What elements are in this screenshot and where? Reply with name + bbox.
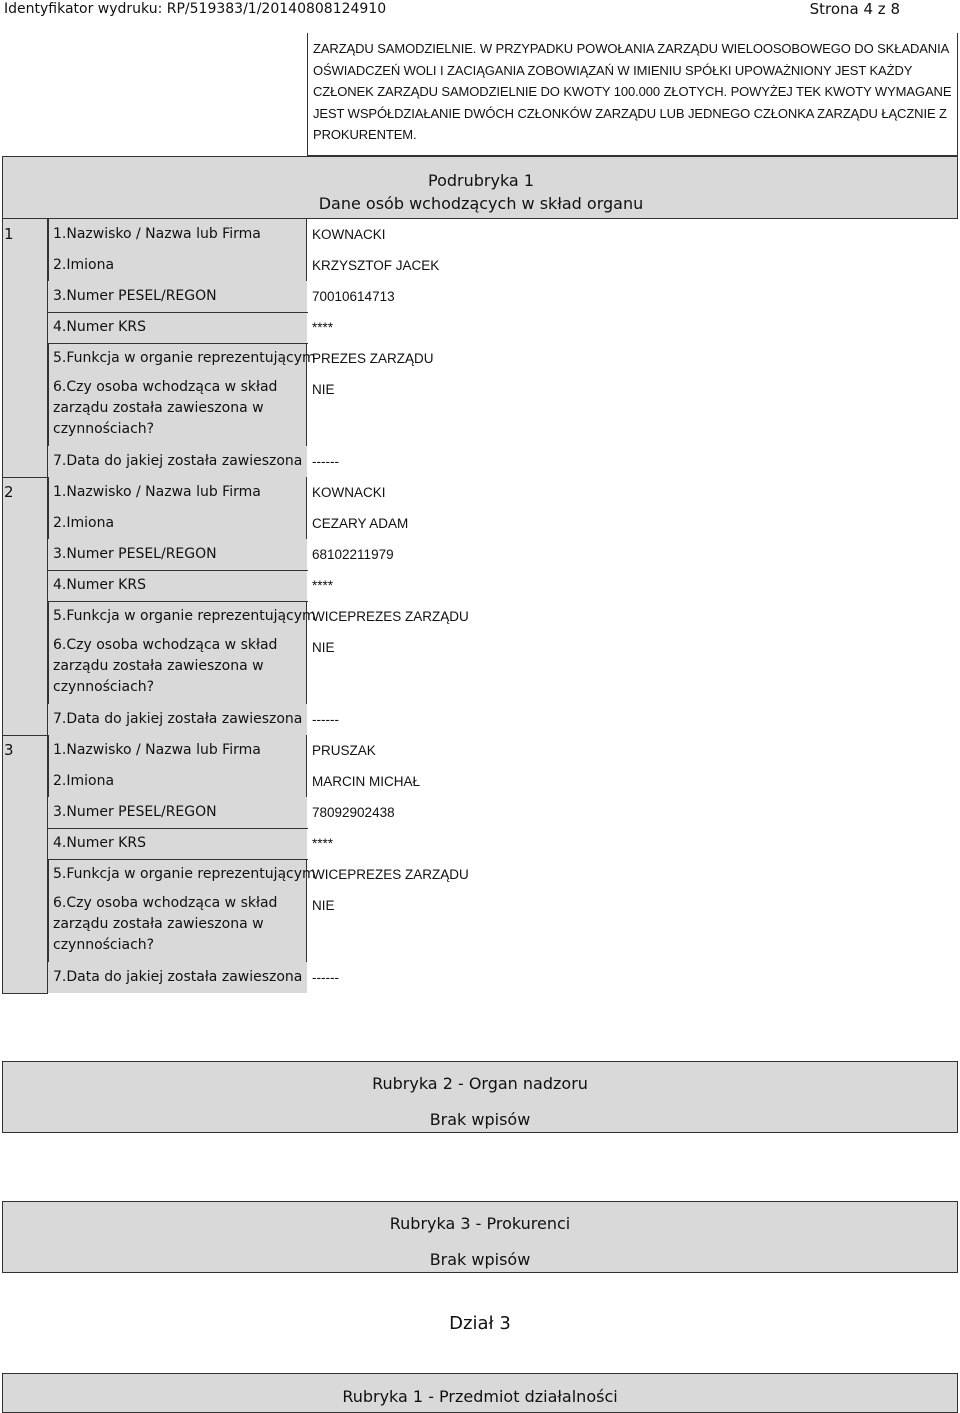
field-value-name: KOWNACKI: [312, 485, 386, 500]
field-label-first-names: 2.Imiona: [53, 515, 115, 531]
field-value-suspended: NIE: [312, 898, 335, 913]
field-label-suspended-date: 7.Data do jakiej została zawieszona: [53, 969, 303, 985]
field-value-pesel: 78092902438: [312, 805, 395, 820]
field-label-suspended: 6.Czy osoba wchodząca w skład zarządu została zawieszona w czynnościach?: [53, 637, 278, 695]
field-label-function: 5.Funkcja w organie reprezentującym: [53, 866, 316, 882]
row-divider: [48, 601, 308, 602]
field-label-name: 1.Nazwisko / Nazwa lub Firma: [53, 742, 261, 758]
field-value-first-names: KRZYSZTOF JACEK: [312, 258, 440, 273]
rubryka-1-dzial-3-box: [2, 1373, 958, 1413]
field-value-krs: ****: [312, 836, 334, 851]
field-label-suspended-date: 7.Data do jakiej została zawieszona: [53, 453, 303, 469]
row-divider: [48, 343, 308, 344]
field-label-krs: 4.Numer KRS: [53, 577, 146, 593]
field-value-suspended-date: ------: [312, 454, 339, 469]
rubryka-2-body: Brak wpisów: [429, 1110, 531, 1129]
field-value-krs: ****: [312, 578, 334, 593]
person-index: 1: [4, 225, 14, 243]
dzial-heading: Dział 3: [449, 1313, 511, 1334]
page-number: Strona 4 z 8: [809, 0, 900, 18]
subsection-title: Podrubryka 1: [428, 171, 534, 190]
field-label-pesel: 3.Numer PESEL/REGON: [53, 288, 217, 304]
field-label-suspended: 6.Czy osoba wchodząca w skład zarządu została zawieszona w czynnościach?: [53, 895, 278, 953]
field-value-suspended-date: ------: [312, 970, 339, 985]
field-label-first-names: 2.Imiona: [53, 257, 115, 273]
print-identifier: Identyfikator wydruku: RP/519383/1/20140808124910: [4, 1, 387, 17]
field-label-function: 5.Funkcja w organie reprezentującym: [53, 350, 316, 366]
row-divider: [48, 828, 308, 829]
field-value-function: WICEPREZES ZARZĄDU: [312, 609, 469, 624]
field-value-function: PREZES ZARZĄDU: [312, 351, 434, 366]
field-label-pesel: 3.Numer PESEL/REGON: [53, 546, 217, 562]
field-value-first-names: MARCIN MICHAŁ: [312, 774, 421, 789]
field-value-krs: ****: [312, 320, 334, 335]
field-label-name: 1.Nazwisko / Nazwa lub Firma: [53, 226, 261, 242]
field-value-name: KOWNACKI: [312, 227, 386, 242]
field-label-name: 1.Nazwisko / Nazwa lub Firma: [53, 484, 261, 500]
field-value-function: WICEPREZES ZARZĄDU: [312, 867, 469, 882]
field-value-pesel: 70010614713: [312, 289, 395, 304]
block-divider: [2, 477, 49, 478]
rubryka-3-body: Brak wpisów: [429, 1250, 531, 1269]
person-index: 2: [4, 483, 14, 501]
block-divider: [2, 735, 49, 736]
representation-paragraph: ZARZĄDU SAMODZIELNIE. W PRZYPADKU POWOŁANIA ZARZĄDU WIELOOSOBOWEGO DO SKŁADANIA OŚWIADCZEŃ WOLI I ZACIĄGANIA ZOBOWIĄZAŃ W IMIENIU SPÓŁKI UPOWAŻNIONY JEST KAŻDY CZŁONEK ZARZĄDU SAMODZIELNIE DO KWOTY 100.000 ZŁOTYCH. POWYŻEJ TEK KWOTY WYMAGANE JEST WSPÓŁDZIAŁANIE DWÓCH CZŁONKÓW ZARZĄDU LUB JEDNEGO CZŁONKA ZARZĄDU ŁĄCZNIE Z PROKURENTEM.: [313, 41, 952, 142]
field-label-first-names: 2.Imiona: [53, 773, 115, 789]
row-divider: [48, 570, 308, 571]
field-value-suspended-date: ------: [312, 712, 339, 727]
row-divider: [48, 859, 308, 860]
field-value-suspended: NIE: [312, 640, 335, 655]
person-index: 3: [4, 741, 14, 759]
field-label-krs: 4.Numer KRS: [53, 319, 146, 335]
representation-paragraph-box: [307, 33, 958, 156]
field-label-suspended-date: 7.Data do jakiej została zawieszona: [53, 711, 303, 727]
field-value-first-names: CEZARY ADAM: [312, 516, 409, 531]
rubryka-3-title: Rubryka 3 - Prokurenci: [389, 1214, 571, 1233]
subsection-header: [2, 156, 958, 219]
field-value-suspended: NIE: [312, 382, 335, 397]
index-column: [2, 219, 48, 994]
subsection-subtitle: Dane osób wchodzących w skład organu: [318, 194, 644, 213]
rubryka-2-box: [2, 1061, 958, 1133]
field-label-suspended: 6.Czy osoba wchodząca w skład zarządu została zawieszona w czynnościach?: [53, 379, 278, 437]
rubryka-1-dzial-3-title: Rubryka 1 - Przedmiot działalności: [342, 1387, 618, 1406]
field-label-function: 5.Funkcja w organie reprezentującym: [53, 608, 316, 624]
field-value-name: PRUSZAK: [312, 743, 376, 758]
field-value-pesel: 68102211979: [312, 547, 394, 562]
row-divider: [48, 312, 308, 313]
rubryka-2-title: Rubryka 2 - Organ nadzoru: [372, 1074, 588, 1093]
field-label-pesel: 3.Numer PESEL/REGON: [53, 804, 217, 820]
rubryka-3-box: [2, 1201, 958, 1273]
field-label-krs: 4.Numer KRS: [53, 835, 146, 851]
